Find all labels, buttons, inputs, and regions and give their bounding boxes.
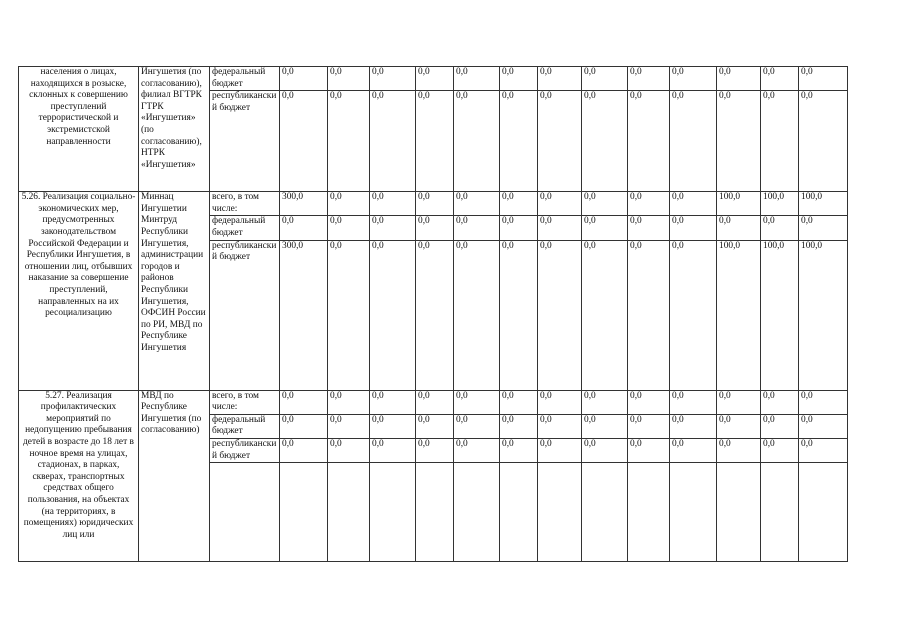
value-cell: 0,0 <box>717 414 761 438</box>
measure-cell: 5.27. Реализация профилактических мероприятий по недопущению пребывания детей в возрасте до 18 лет в ночное время на улицах, стадионах, в парках, скверах, транспортных средствах общего пользования, на объектах (на территориях, в помещениях) юридических лиц или <box>19 390 139 562</box>
value-cell: 0,0 <box>454 67 500 91</box>
value-cell: 0,0 <box>370 390 416 414</box>
empty-cell <box>370 463 416 562</box>
executor-cell: Ингушетия (по согласованию), филиал ВГТРК ГТРК «Ингушетия» (по согласованию), НТРК «Ингушетия» <box>139 67 210 192</box>
source-cell: всего, в том числе: <box>210 192 280 216</box>
value-cell: 0,0 <box>280 216 328 240</box>
value-cell: 0,0 <box>454 91 500 192</box>
empty-cell <box>628 463 670 562</box>
source-cell: всего, в том числе: <box>210 390 280 414</box>
value-cell: 0,0 <box>280 390 328 414</box>
value-cell: 100,0 <box>761 192 799 216</box>
value-cell: 0,0 <box>454 216 500 240</box>
value-cell: 0,0 <box>628 216 670 240</box>
value-cell: 0,0 <box>670 438 717 462</box>
source-cell: федеральный бюджет <box>210 216 280 240</box>
value-cell: 0,0 <box>454 192 500 216</box>
value-cell: 0,0 <box>799 390 848 414</box>
value-cell: 0,0 <box>582 216 628 240</box>
value-cell: 0,0 <box>370 67 416 91</box>
value-cell: 100,0 <box>799 192 848 216</box>
executor-cell: Миннац Ингушетии Минтруд Республики Ингушетия, администрации городов и районов Республики Ингушетия, ОФСИН России по РИ, МВД по Республике Ингушетия <box>139 192 210 390</box>
value-cell: 0,0 <box>761 390 799 414</box>
table-body <box>19 67 848 562</box>
value-cell: 0,0 <box>628 192 670 216</box>
source-cell: республиканский бюджет <box>210 240 280 390</box>
value-cell: 0,0 <box>280 414 328 438</box>
measure-cell: населения о лицах, находящихся в розыске, склонных к совершению преступлений террористической и экстремистской направленности <box>19 67 139 192</box>
value-cell: 0,0 <box>328 91 370 192</box>
value-cell: 0,0 <box>628 91 670 192</box>
value-cell: 0,0 <box>370 192 416 216</box>
value-cell: 0,0 <box>500 67 538 91</box>
value-cell: 0,0 <box>280 438 328 462</box>
value-cell: 0,0 <box>670 240 717 390</box>
value-cell: 0,0 <box>582 414 628 438</box>
value-cell: 0,0 <box>370 240 416 390</box>
measure-cell: 5.26. Реализация социально-экономических мер, предусмотренных законодательством Российской Федерации и Республики Ингушетия, в отношении лиц, отбывших наказание за совершение преступлений, направленных на их ресоциализацию <box>19 192 139 390</box>
value-cell: 0,0 <box>500 216 538 240</box>
source-cell: республиканский бюджет <box>210 438 280 462</box>
value-cell: 0,0 <box>500 91 538 192</box>
table-row <box>19 67 848 91</box>
value-cell: 0,0 <box>416 438 454 462</box>
value-cell: 0,0 <box>538 240 582 390</box>
value-cell: 0,0 <box>328 414 370 438</box>
value-cell: 0,0 <box>500 390 538 414</box>
value-cell: 0,0 <box>582 240 628 390</box>
value-cell: 0,0 <box>280 67 328 91</box>
value-cell: 0,0 <box>717 216 761 240</box>
source-cell: республиканский бюджет <box>210 91 280 192</box>
value-cell: 0,0 <box>416 240 454 390</box>
empty-cell <box>500 463 538 562</box>
empty-cell <box>210 463 280 562</box>
value-cell: 0,0 <box>717 390 761 414</box>
empty-cell <box>416 463 454 562</box>
value-cell: 0,0 <box>628 390 670 414</box>
value-cell: 0,0 <box>670 67 717 91</box>
value-cell: 0,0 <box>370 438 416 462</box>
value-cell: 0,0 <box>538 414 582 438</box>
source-cell: федеральный бюджет <box>210 414 280 438</box>
value-cell: 0,0 <box>454 390 500 414</box>
value-cell: 100,0 <box>717 192 761 216</box>
table-row <box>19 390 848 414</box>
value-cell: 0,0 <box>761 438 799 462</box>
value-cell: 0,0 <box>582 438 628 462</box>
empty-cell <box>538 463 582 562</box>
value-cell: 0,0 <box>416 216 454 240</box>
value-cell: 0,0 <box>582 67 628 91</box>
value-cell: 0,0 <box>416 192 454 216</box>
value-cell: 0,0 <box>416 414 454 438</box>
value-cell: 0,0 <box>416 91 454 192</box>
value-cell: 0,0 <box>761 414 799 438</box>
value-cell: 0,0 <box>582 91 628 192</box>
value-cell: 0,0 <box>538 192 582 216</box>
value-cell: 0,0 <box>799 438 848 462</box>
value-cell: 0,0 <box>370 414 416 438</box>
value-cell: 0,0 <box>280 91 328 192</box>
value-cell: 0,0 <box>538 390 582 414</box>
value-cell: 0,0 <box>717 438 761 462</box>
value-cell: 0,0 <box>538 67 582 91</box>
value-cell: 0,0 <box>582 192 628 216</box>
value-cell: 0,0 <box>416 390 454 414</box>
value-cell: 0,0 <box>454 438 500 462</box>
value-cell: 0,0 <box>454 240 500 390</box>
value-cell: 0,0 <box>500 192 538 216</box>
value-cell: 0,0 <box>328 67 370 91</box>
value-cell: 0,0 <box>799 414 848 438</box>
value-cell: 0,0 <box>582 390 628 414</box>
value-cell: 0,0 <box>670 390 717 414</box>
value-cell: 0,0 <box>761 91 799 192</box>
value-cell: 0,0 <box>761 216 799 240</box>
value-cell: 0,0 <box>328 438 370 462</box>
value-cell: 0,0 <box>500 438 538 462</box>
value-cell: 0,0 <box>670 216 717 240</box>
value-cell: 0,0 <box>416 67 454 91</box>
empty-cell <box>799 463 848 562</box>
value-cell: 0,0 <box>628 67 670 91</box>
value-cell: 100,0 <box>717 240 761 390</box>
empty-cell <box>582 463 628 562</box>
value-cell: 0,0 <box>670 414 717 438</box>
value-cell: 0,0 <box>328 216 370 240</box>
executor-cell: МВД по Республике Ингушетия (по согласованию) <box>139 390 210 562</box>
value-cell: 0,0 <box>370 91 416 192</box>
value-cell: 0,0 <box>628 414 670 438</box>
empty-cell <box>717 463 761 562</box>
value-cell: 0,0 <box>628 240 670 390</box>
value-cell: 0,0 <box>761 67 799 91</box>
empty-cell <box>280 463 328 562</box>
value-cell: 300,0 <box>280 192 328 216</box>
value-cell: 0,0 <box>538 216 582 240</box>
value-cell: 100,0 <box>799 240 848 390</box>
value-cell: 0,0 <box>454 414 500 438</box>
value-cell: 0,0 <box>799 216 848 240</box>
value-cell: 0,0 <box>370 216 416 240</box>
empty-cell <box>761 463 799 562</box>
value-cell: 0,0 <box>500 414 538 438</box>
value-cell: 0,0 <box>538 91 582 192</box>
value-cell: 0,0 <box>717 67 761 91</box>
funding-table <box>18 66 848 562</box>
value-cell: 0,0 <box>328 390 370 414</box>
empty-cell <box>454 463 500 562</box>
value-cell: 0,0 <box>628 438 670 462</box>
empty-cell <box>670 463 717 562</box>
table-row <box>19 192 848 216</box>
value-cell: 0,0 <box>670 192 717 216</box>
value-cell: 0,0 <box>500 240 538 390</box>
value-cell: 0,0 <box>328 192 370 216</box>
value-cell: 100,0 <box>761 240 799 390</box>
value-cell: 0,0 <box>717 91 761 192</box>
value-cell: 0,0 <box>799 91 848 192</box>
value-cell: 0,0 <box>328 240 370 390</box>
source-cell: федеральный бюджет <box>210 67 280 91</box>
value-cell: 0,0 <box>670 91 717 192</box>
value-cell: 0,0 <box>538 438 582 462</box>
empty-cell <box>328 463 370 562</box>
value-cell: 300,0 <box>280 240 328 390</box>
value-cell: 0,0 <box>799 67 848 91</box>
